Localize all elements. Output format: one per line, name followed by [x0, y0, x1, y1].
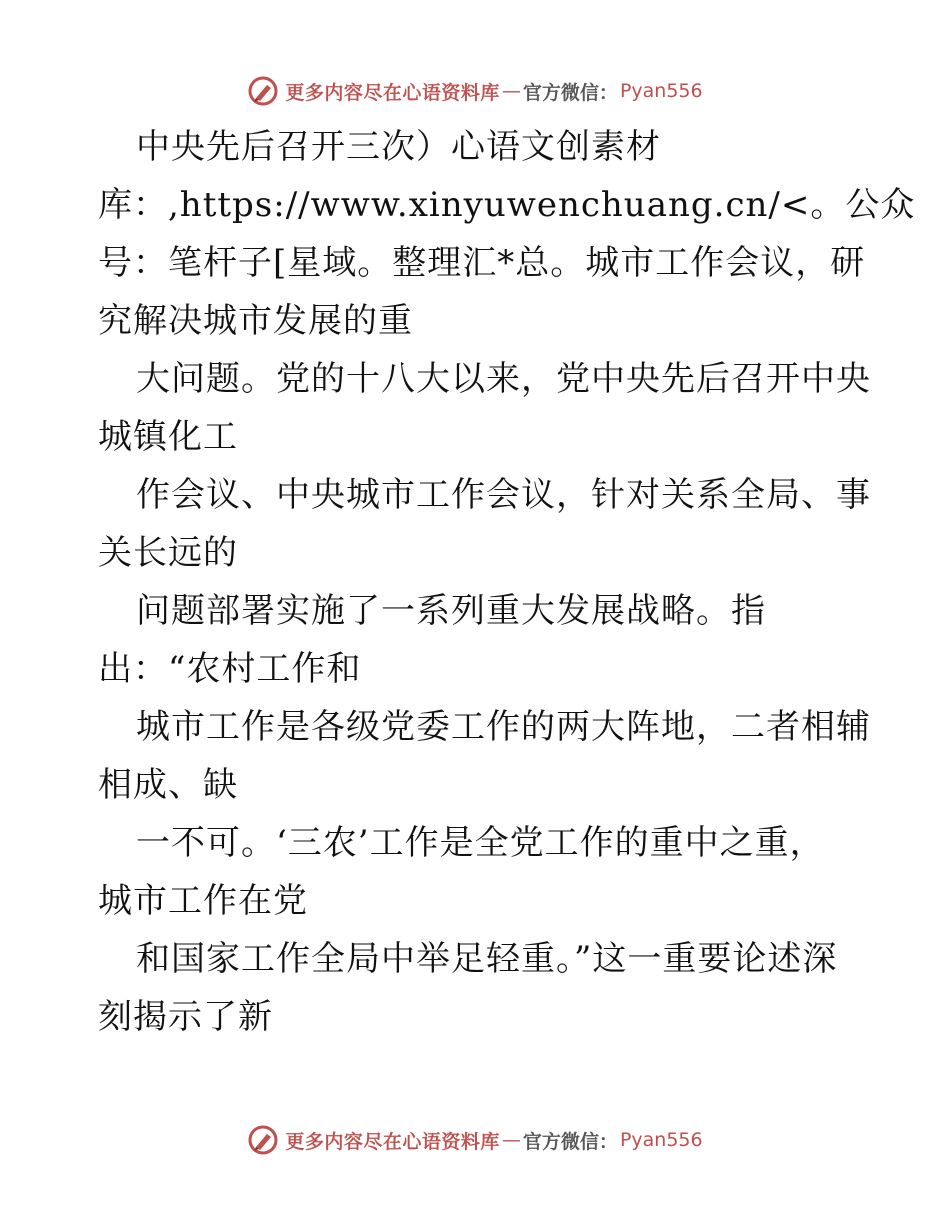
text-line: 大问题。党的十八大以来，党中央先后召开中央 — [136, 359, 871, 399]
header-banner — [0, 71, 950, 111]
document-body — [98, 118, 916, 1046]
banner-dash: — — [501, 1129, 521, 1151]
text-line: 库：,https://www.xinyuwenchuang.cn/<。公众 — [98, 185, 916, 225]
text-line: 中央先后召开三次）心语文创素材 — [136, 127, 661, 167]
text-line: 问题部署实施了一系列重大发展战略。指 — [136, 591, 766, 631]
text-line: 出：“农村工作和 — [98, 649, 362, 689]
banner-wechat-id: Pyan556 — [619, 1129, 703, 1151]
banner-wechat-id: Pyan556 — [619, 80, 703, 102]
pen-logo-icon — [247, 75, 279, 107]
text-line: 关长远的 — [98, 533, 238, 573]
text-line: 一不可。‘三农’工作是全党工作的重中之重， — [136, 823, 825, 863]
text-line: 相成、缺 — [98, 765, 238, 805]
pen-logo-icon — [247, 1124, 279, 1156]
text-line: 作会议、中央城市工作会议，针对关系全局、事 — [136, 475, 871, 515]
banner-brand-text: 更多内容尽在心语资料库 — [285, 1130, 500, 1153]
banner-dash: — — [501, 80, 521, 102]
text-line: 刻揭示了新 — [98, 997, 273, 1037]
banner-official-label: 官方微信： — [522, 1130, 618, 1153]
banner-official-label: 官方微信： — [522, 81, 618, 104]
footer-banner — [0, 1120, 950, 1160]
text-line: 城镇化工 — [98, 417, 238, 457]
text-line: 城市工作是各级党委工作的两大阵地，二者相辅 — [136, 707, 871, 747]
text-line: 号：笔杆子[星域。整理汇*总。城市工作会议，研 — [98, 243, 866, 283]
banner-brand-text: 更多内容尽在心语资料库 — [285, 81, 500, 104]
text-line: 和国家工作全局中举足轻重。”这一重要论述深 — [136, 939, 838, 979]
text-line: 城市工作在党 — [98, 881, 308, 921]
text-line: 究解决城市发展的重 — [98, 301, 413, 341]
